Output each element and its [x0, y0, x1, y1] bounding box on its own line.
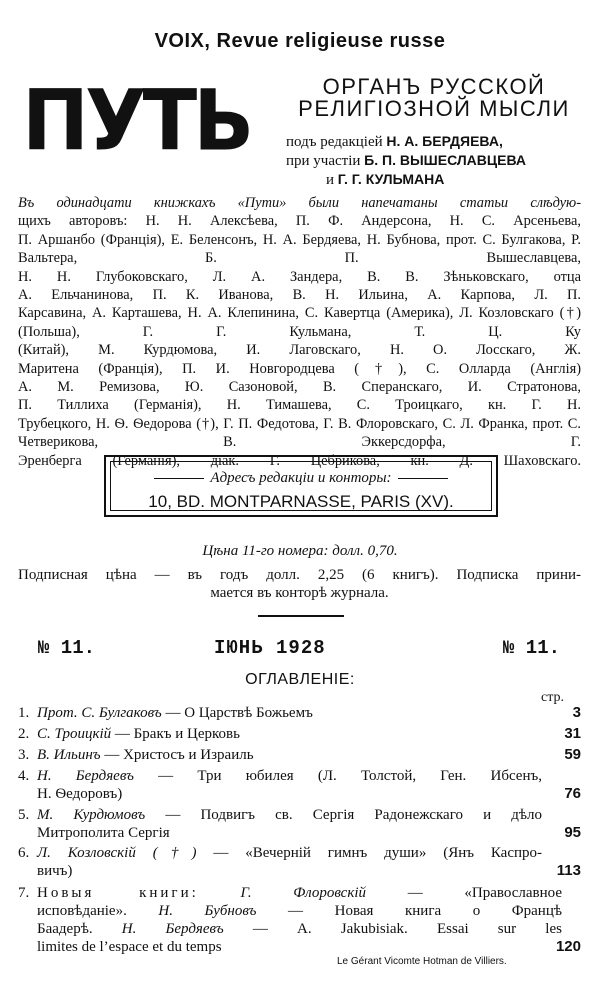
author-line: П. Аршанбо (Франція), Е. Беленсонъ, Н. А. Бердяева, Н. Бубнова, прот. С. Булгакова, Р. Вальтера, Б. П. Вышеславцева, [18, 231, 581, 267]
toc-page: 113 [556, 862, 581, 879]
toc-page: 76 [564, 785, 581, 802]
author-line: Н. Н. Глубоковскаго, Л. А. Зандера, В. В. Зѣньковскаго, отца [18, 268, 581, 285]
editor-line: и Г. Г. КУЛЬМАНА [326, 171, 445, 188]
toc-page: 120 [555, 938, 581, 955]
author-line: А. Ельчанинова, П. К. Иванова, В. Н. Ильина, А. Карпова, Л. П. [18, 287, 581, 304]
toc-page: 59 [564, 746, 581, 763]
author-line: Эренберга (Германія), діак. Г. Цебрикова, кн. Д. Шаховскаго. [18, 452, 581, 469]
journal-subtitle [288, 76, 580, 120]
journal-logo: ПУТЬ [22, 71, 251, 170]
footer-gerant: Le Gérant Vicomte Hotman de Villiers. [337, 956, 507, 967]
issue-number-right: № 11. [502, 637, 560, 659]
issue-price: Цѣна 11-го номера: долл. 0,70. [202, 543, 398, 559]
authors-list [18, 194, 581, 470]
issue-row [38, 637, 560, 663]
document-page: VOIX, Revue religieuse russe ПУТЬ ОРГАНЪ РУССКОЙ РЕЛИГІОЗНОЙ МЫСЛИ подъ редакціей Н. А. БЕРДЯЕВА, при участіи Б. П. ВЫШЕСЛАВЦЕВА и Г. Г. КУЛЬМАНА Въ одинадцати книжкахъ «Пути» были напечатаны статьи слѣдую- щихъ авторовъ: Н. Н. Алексѣева, П. Ф. Андерсона, Н. С. Арсеньева, П. Аршанбо (Франція), Е. Беленсонъ, Н. А. Бердяева, Н. Бубнова, прот. С. Булгакова, Р. Вальтера, Б. П. Вышеславцева, Н. Н. Глубоковскаго, Л. А. Зандера, В. В. Зѣньковскаго, отца А. Ельчанинова, П. К. Иванова, В. Н. Ильина, А. Карпова, Л. П. Карсавина, А. Карташева, Н. А. Клепинина, С. Кавертца (Америка), Л. Козловскаго (†) (Польша), Г. Г. Кульмана, Т. Ц. Ку (Китай), М. Курдюмова, И. Лаговскаго, Н. О. Лосскаго, Ж. Маритена (Франція), П. И. Новгородцева (†), С. Олларда (Англія) А. М. Ремизова, Ю. Сазоновой, В. Сперанскаго, И. Стратонова, П. Тиллиха (Германія), Н. Тимашева, С. Троицкаго, кн. Г. Н. Трубецкого, Н. Ѳ. Ѳедорова (†), Г. П. Федотова, Г. В. Флоровскаго, С. Л. Франка, прот. С. Четверикова, В. Эккерсдорфа, Г. Эренберга (Германія), діак. Г. Цебрикова, кн. Д. Шаховскаго. Адресъ редакціи и конторы: 10, BD. MONTPARNASSE, PARIS (XV). Цѣна 11-го номера: долл. 0,70. Подписная цѣна — въ годъ долл. 2,25 (6 книгъ). Подписка прини- мается въ конторѣ журнала. № 11. ІЮНЬ 1928 № 11. ОГЛАВЛЕНІЕ: стр. 1. Прот. С. Булгаковъ — О Царствѣ Божьемъ 3 2. С. Троицкій — Бракъ и Церковь 31 3. В. Ильинъ — Христосъ и Израиль 59 4. Н. Бердяевъ — Три юбилея (Л. Толстой, Ген. Ибсенъ, Н. Ѳедоровъ) 76 5. М. Курдюмовъ — Подвигъ св. Сергія Радонежскаго и дѣло Митрополита Сергія 95 6. Л. Козловскій (†) — «Вечерній гимнъ души» (Янъ Каспро- вичъ) 113 7. Новыя книги: Г. Флоровскій — «Православное исповѣданіе». Н. Бубновъ — Новая книга о Францѣ Баадерѣ. Н. Бердяевъ — A. Jakubisiak. Essai sur les limites de l’espace et du temps 120 Le Gérant Vicomte Hotman de Villiers. [0, 0, 600, 991]
section-divider [258, 615, 344, 617]
author-line: П. Тиллиха (Германія), Н. Тимашева, С. Троицкаго, кн. Г. Н. [18, 397, 581, 414]
author-line: (Китай), М. Курдюмова, И. Лаговскаго, Н. О. Лосскаго, Ж. [18, 342, 581, 359]
editor-line: подъ редакціей Н. А. БЕРДЯЕВА, [286, 133, 503, 150]
journal-header: VOIX, Revue religieuse russe [154, 30, 446, 52]
editor-line: при участіи Б. П. ВЫШЕСЛАВЦЕВА [286, 152, 526, 169]
issue-date: ІЮНЬ 1928 [214, 637, 326, 659]
toc-title: ОГЛАВЛЕНІЕ: [245, 671, 355, 688]
author-line: Въ одинадцати книжкахъ «Пути» были напечатаны статьи слѣдую- [18, 195, 581, 211]
author-line: Маритена (Франція), П. И. Новгородцева (†), С. Олларда (Англія) [18, 360, 581, 377]
address-line: 10, BD. MONTPARNASSE, PARIS (XV). [148, 492, 454, 511]
toc-page: 95 [564, 824, 581, 841]
editors-block [286, 132, 586, 189]
organ-line-1: ОРГАНЪ РУССКОЙ [322, 74, 546, 99]
author-line: щихъ авторовъ: Н. Н. Алексѣева, П. Ф. Андерсона, Н. С. Арсеньева, [18, 213, 581, 230]
address-title: Адресъ редакціи и конторы: [111, 470, 491, 487]
author-line: Трубецкого, Н. Ѳ. Ѳедорова (†), Г. П. Федотова, Г. В. Флоровскаго, С. Л. Франка, прот. С. Четверикова, В. Эккерсдорфа, Г. [18, 415, 581, 451]
address-box [104, 455, 498, 517]
toc-page: 3 [572, 704, 581, 721]
author-line: А. М. Ремизова, Ю. Сазоновой, В. Сперанскаго, И. Стратонова, [18, 379, 581, 396]
issue-number-left: № 11. [38, 637, 96, 659]
author-line: Карсавина, А. Карташева, Н. А. Клепинина, С. Кавертца (Америка), Л. Козловскаго (†) (Польша), Г. Г. Кульмана, Т. Ц. Ку [18, 305, 581, 340]
page-column-label: стр. [541, 690, 565, 705]
organ-line-2: РЕЛИГІОЗНОЙ МЫСЛИ [298, 96, 570, 121]
subscription-info: Подписная цѣна — въ годъ долл. 2,25 (6 книгъ). Подписка прини- мается въ конторѣ журнала. [18, 567, 581, 601]
toc-page: 31 [564, 725, 581, 742]
